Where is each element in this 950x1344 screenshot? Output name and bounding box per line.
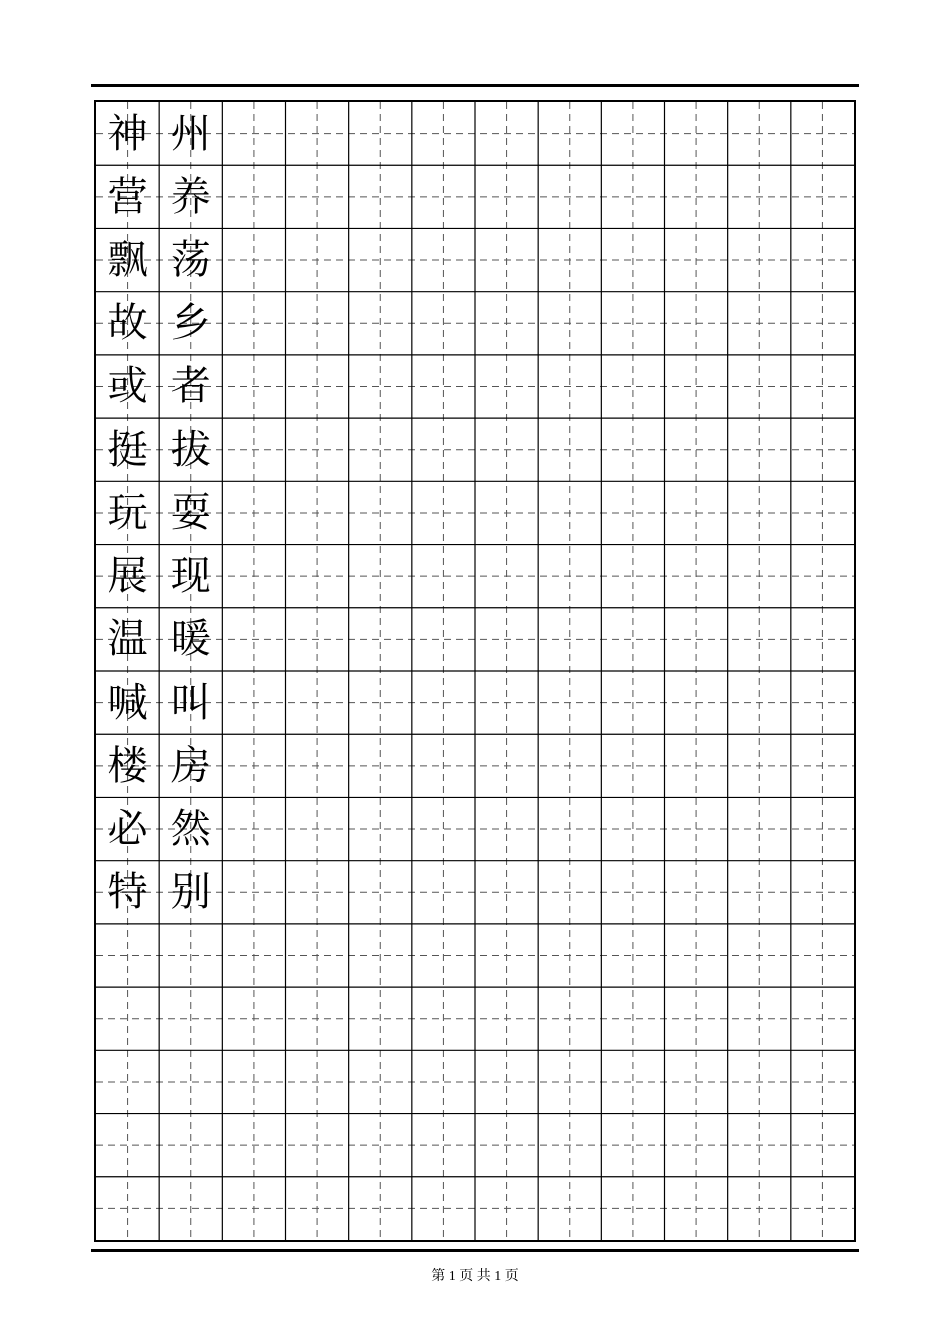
character-cell: 叫: [170, 679, 211, 726]
character-cell: 耍: [170, 489, 211, 536]
character-cell: 挺: [107, 426, 148, 473]
character-cell: 故: [107, 300, 148, 347]
character-cell: 或: [107, 363, 148, 410]
character-cell: 别: [170, 869, 211, 916]
character-cell: 必: [107, 806, 148, 853]
character-cell: 荡: [170, 237, 211, 284]
top-rule: [91, 84, 859, 87]
character-cell: 楼: [107, 742, 148, 789]
character-cell: 温: [107, 616, 148, 663]
character-cell: 现: [170, 553, 211, 600]
character-cell: 喊: [107, 679, 148, 726]
character-cell: 暖: [170, 616, 211, 663]
character-cell: 神: [107, 110, 148, 157]
character-cell: 养: [170, 173, 211, 220]
character-cell: 者: [170, 363, 211, 410]
character-cell: 州: [170, 110, 211, 157]
tianzige-grid: [94, 100, 856, 1242]
character-cell: 玩: [107, 489, 148, 536]
character-cell: 乡: [170, 300, 211, 347]
character-cell: 拔: [170, 426, 211, 473]
character-cell: 营: [107, 173, 148, 220]
character-cell: 展: [107, 553, 148, 600]
character-cell: 特: [107, 869, 148, 916]
character-cell: 房: [170, 742, 211, 789]
page-footer: 第 1 页 共 1 页: [431, 1269, 519, 1284]
character-cell: 然: [170, 806, 211, 853]
character-cell: 飘: [107, 237, 148, 284]
bottom-rule: [91, 1249, 859, 1252]
